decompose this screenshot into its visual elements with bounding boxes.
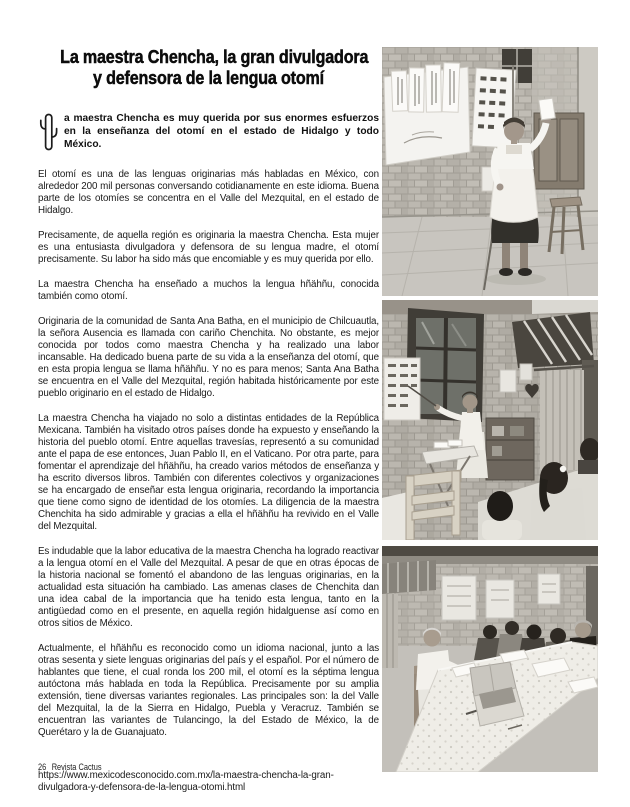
- title-line-1: La maestra Chencha, la gran divulgadora: [60, 46, 369, 67]
- photo-chencha-teaching-at-whiteboard: [382, 47, 598, 296]
- cabinet: [534, 113, 584, 189]
- page-title: [38, 46, 379, 88]
- paragraph-chencha-origin-region: Precisamente, de aquella región es originaria la maestra Chencha. Esta mujer es una entusiasta divulgadora y defensora de su lengua madre, el otomí precisamente. Su labor ha sido más que encomiable y es muy querida por ello.: [38, 230, 379, 265]
- cactus-letter-l-dropcap-icon: [38, 112, 59, 152]
- photo-chencha-workshop-with-adults: [382, 546, 598, 772]
- intro-paragraph: [38, 112, 379, 156]
- photo-column: [382, 47, 598, 772]
- source-url-link[interactable]: https://www.mexicodesconocido.com.mx/la-maestra-chencha-la-gran-divulgadora-y-defensora-de-la-lengua-otomi.html: [38, 770, 334, 793]
- article-text-column: [38, 46, 379, 807]
- cabinet: [486, 418, 534, 480]
- magazine-name: Revista Cactus: [51, 762, 102, 773]
- corrugated-panel: [382, 560, 436, 594]
- page-footer: [38, 762, 102, 773]
- paragraph-otomi-overview: El otomí es una de las lenguas originarias más habladas en México, con alrededor 200 mil personas conversando cotidianamente en este idioma. Buena parte de los otomíes se concentra en el Valle del Mezquital, en el estado de Hidalgo.: [38, 169, 379, 216]
- paragraph-travels-vatican: La maestra Chencha ha viajado no solo a distintas entidades de la República Mexicana. También ha visitado otros países donde ha expuesto y enseñando la historia del pueblo otomí. Entre aquellas travesías, representó a su comunidad ante el papa de ese entonces, Juan Pablo II, en el Vaticano. Por otra parte, para fomentar el aprendizaje del hñähñu, ha creado varios métodos de enseñanza y ha escrito diversos libros. También con diferentes colectivos y organizaciones se ha encargado de enseñar esta lengua originaria, recordando la importancia que tiene como signo de identidad de los otomíes. La diligencia de la maestra Chenchita ha sido admirable y gracias a ella el hñähñu ha revivido en el Valle del Mezquital.: [38, 413, 379, 532]
- paragraph-educational-impact: Es indudable que la labor educativa de la maestra Chencha ha logrado reactivar a la lengua otomí en el Valle del Mezquital. A pesar de que en otras épocas de la historia nacional se fomentó el abandono de las lenguas originarias, en la actualidad esta situación ha cambiado. Las amenas clases de Chenchita dan una idea cabal de la importancia que ha tenido esta lengua, tanto en la antigüedad como en el presente, en aquella región hidalguense así como en otros sitios de México.: [38, 546, 379, 629]
- page-number: 26: [38, 762, 47, 773]
- title-line-2: y defensora de la lengua otomí: [93, 67, 324, 88]
- curtain: [382, 594, 398, 668]
- intro-text: a maestra Chencha es muy querida por sus enormes esfuerzos en la enseñanza del otomí en el estado de Hidalgo y todo México.: [64, 113, 379, 150]
- wall-chart: [384, 358, 420, 420]
- photo-chencha-classroom-with-children: [382, 300, 598, 540]
- paragraph-hnahnu-name: La maestra Chencha ha enseñado a muchos la lengua hñähñu, conocida también como otomí.: [38, 279, 379, 302]
- paragraph-santa-ana-batha: Originaria de la comunidad de Santa Ana Batha, en el municipio de Chilcuautla, la señora Ausencia es llamada con cariño Chenchita. No obstante, es mejor conocida por todos como maestra Chencha y ha realizado una labor incansable. Ha dedicado buena parte de su vida a la enseñanza del otomí, que en esta propia lengua se llama hñähñu. Y no es para menos; Santa Ana Batha se encuentra en el Valle del Mezquital, región habitada históricamente por este pueblo originario en el estado de Hidalgo.: [38, 316, 379, 399]
- paragraph-national-language-variants: Actualmente, el hñähñu es reconocido como un idioma nacional, junto a las otras sesenta y siete lenguas originarias del país y el español. Por el número de hablantes que tiene, el cual ronda los 200 mil, el otomí es la séptima lengua autóctona más hablada en toda la República. Precisamente por su amplia extensión, tiene diversas variantes regionales. Las principales son: la del Valle del Mezquital, la de la Sierra en Hidalgo, Puebla y Veracruz. También se encuentran las variantes de Tulancingo, la del Estado de México, la de Querétaro y la de Guanajuato.: [38, 643, 379, 738]
